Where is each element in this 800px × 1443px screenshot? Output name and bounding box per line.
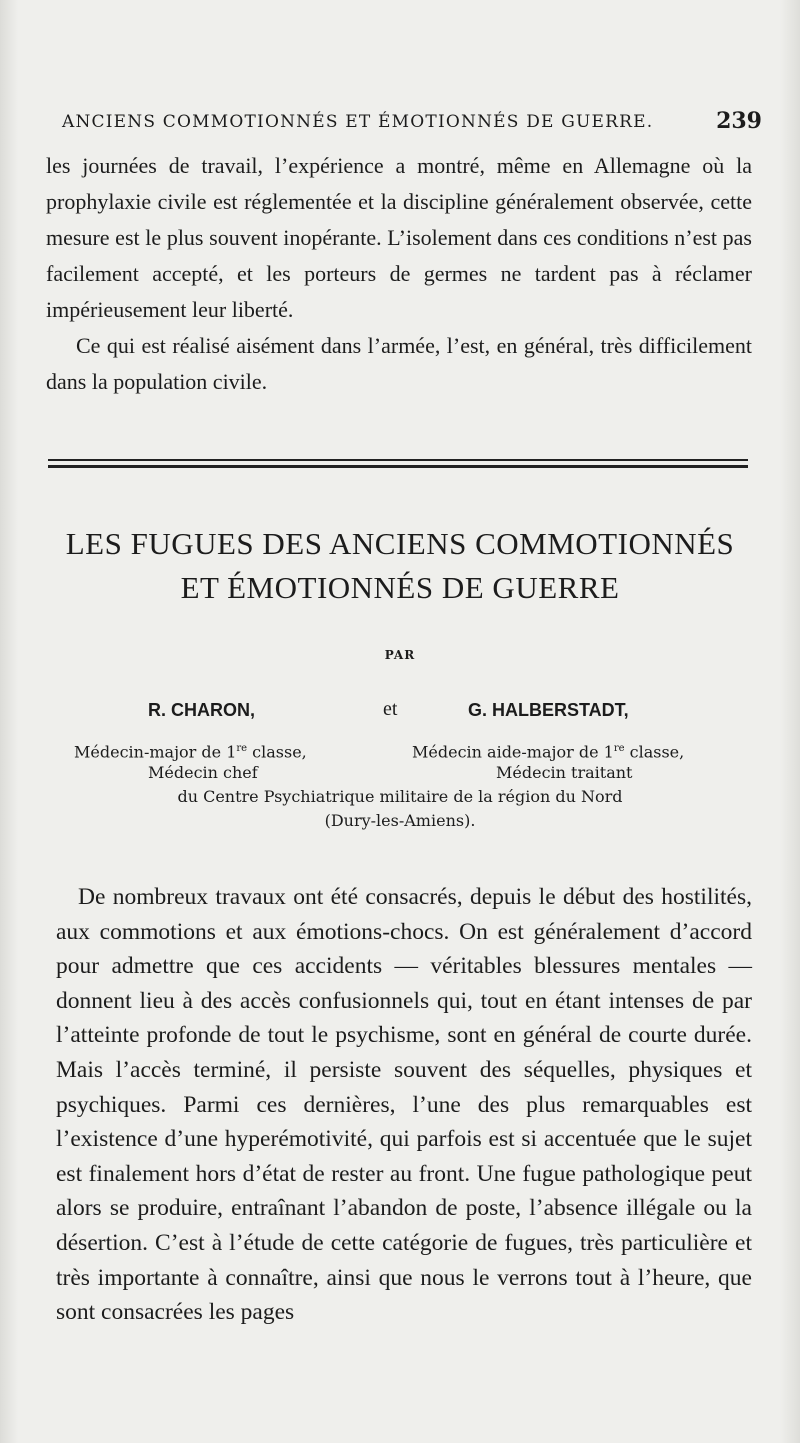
title-line: ET ÉMOTIONNÉS DE GUERRE bbox=[180, 570, 620, 605]
running-header bbox=[62, 108, 762, 134]
paragraph: De nombreux travaux ont été consacrés, depuis le début des hostilités, aux commotions et aux émotions-chocs. On est généralement d’accord pour admettre que ces accidents — véritables blessures mentales — donnent lieu à des accès confusionnels qui, tout en étant intenses de par l’atteinte profonde de tout le psychisme, sont en général de courte durée. Mais l’accès terminé, il persiste souvent des séquelles, physiques et psychiques. Parmi ces dernières, l’une des plus remarquables est l’existence d’une hyperémotivité, qui parfois est si accentuée que le sujet est finalement hors d’état de rester au front. Une fugue pathologique peut alors se produire, entraînant l’abandon de poste, l’absence illégale ou la désertion. C’est à l’étude de cette catégorie de fugues, très particulière et très importante à connaître, ainsi que nous le verrons tout à l’heure, que sont consacrées les pages bbox=[56, 884, 752, 1326]
institution: du Centre Psychiatrique militaire de la région du Nord bbox=[177, 787, 623, 806]
author2-rank: Médecin aide-major de 1re classe, bbox=[412, 742, 685, 762]
author-charon: R. CHARON, bbox=[148, 700, 255, 720]
running-title: ANCIENS COMMOTIONNÉS ET ÉMOTIONNÉS DE GUERRE. bbox=[62, 112, 654, 132]
section-divider-bottom bbox=[48, 465, 748, 468]
previous-article-text bbox=[46, 148, 752, 400]
author1-rank: Médecin-major de 1re classe, bbox=[74, 742, 307, 762]
author2-role: Médecin traitant bbox=[496, 763, 633, 782]
author-halberstadt: G. HALBERSTADT, bbox=[468, 700, 629, 720]
section-divider-top bbox=[48, 459, 748, 461]
author-conjunction: et bbox=[383, 698, 398, 720]
byline-par: PAR bbox=[384, 648, 416, 662]
article-title bbox=[40, 522, 760, 610]
paragraph: Ce qui est réalisé aisément dans l’armée, l’est, en général, très difficilement dans la population civile. bbox=[46, 333, 752, 394]
paragraph: les journées de travail, l’expérience a montré, même en Allemagne où la prophylaxie civile est réglementée et la discipline généralement observée, cette mesure est le plus souvent inopérante. L’isolement dans ces conditions n’est pas facilement accepté, et les porteurs de germes ne tardent pas à réclamer impérieusement leur liberté. bbox=[46, 153, 752, 322]
title-line: LES FUGUES DES ANCIENS COMMOTIONNÉS bbox=[65, 526, 735, 561]
authors-line bbox=[0, 700, 800, 726]
author1-role: Médecin chef bbox=[148, 763, 258, 782]
page-number: 239 bbox=[716, 108, 762, 134]
location: (Dury-les-Amiens). bbox=[324, 811, 476, 830]
article-body bbox=[56, 880, 752, 1330]
